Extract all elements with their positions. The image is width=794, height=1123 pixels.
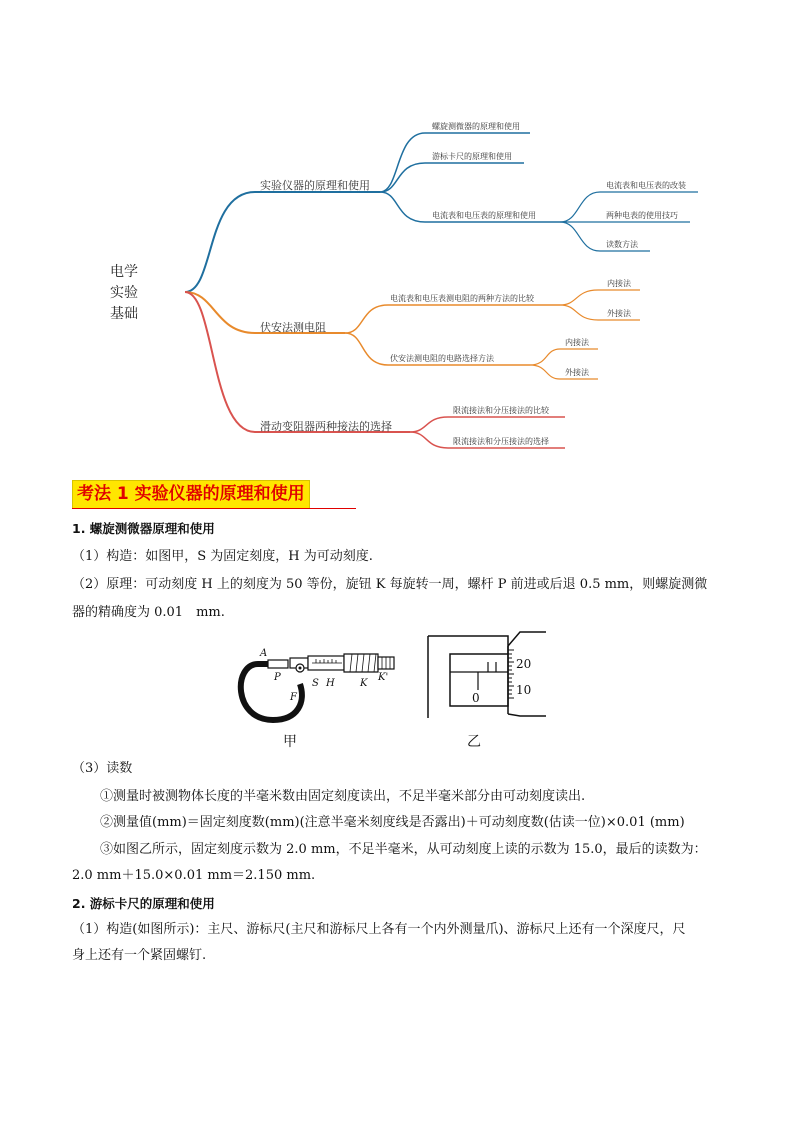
branch-rheostat: 滑动变阻器两种接法的选择: [260, 420, 392, 433]
node-limit-divider-choice: 限流接法和分压接法的选择: [453, 437, 549, 446]
para-reading-3-line2: 2.0 mm＋15.0×0.01 mm＝2.150 mm.: [72, 868, 316, 883]
para-reading-3-line1: ③如图乙所示，固定刻度示数为 2.0 mm，不足半毫米，从可动刻度上读的示数为 15.0，最后的读数为：: [100, 842, 707, 857]
node-reading-method: 读数方法: [606, 240, 638, 249]
para-caliper-line1: （1）构造(如图所示)：主尺、游标尺(主尺和游标尺上各有一个内外测量爪)、游标尺上还有一个深度尺，尺: [72, 922, 686, 937]
scale-label-10: 10: [516, 683, 532, 697]
label-f: F: [290, 692, 297, 703]
para-principle-line1: （2）原理：可动刻度 H 上的刻度为 50 等份，旋钮 K 每旋转一周，螺杆 P 前进或后退 0.5 mm，则螺旋测微: [72, 577, 708, 592]
para-reading-2: ②测量值(mm)＝固定刻度数(mm)(注意半毫米刻度线是否露出)＋可动刻度数(估读一位)×0.01 (mm): [100, 815, 685, 830]
node-meters: 电流表和电压表的原理和使用: [432, 211, 536, 220]
para-reading-1: ①测量时被测物体长度的半毫米数由固定刻度读出，不足半毫米部分由可动刻度读出.: [100, 789, 586, 804]
para-reading: （3）读数: [72, 761, 133, 776]
para-structure: （1）构造：如图甲，S 为固定刻度，H 为可动刻度.: [72, 549, 373, 564]
node-caliper: 游标卡尺的原理和使用: [432, 152, 512, 161]
para-principle-line2: 器的精确度为 0.01 mm.: [72, 605, 225, 620]
node-internal-b: 内接法: [565, 338, 589, 347]
micrometer-figure: [228, 640, 408, 730]
label-s: S: [312, 678, 319, 689]
label-p: P: [274, 672, 281, 683]
mind-map-root: [110, 262, 138, 325]
root-line-2: 实验: [110, 285, 138, 301]
node-meter-conversion: 电流表和电压表的改装: [606, 181, 686, 190]
scale-reading-figure: [424, 628, 548, 720]
caption-yi: 乙: [467, 734, 481, 750]
para-caliper-line2: 身上还有一个紧固螺钉.: [72, 948, 207, 963]
caption-jia: 甲: [283, 734, 297, 750]
node-micrometer: 螺旋测微器的原理和使用: [432, 122, 520, 131]
section-title: 考法 1 实验仪器的原理和使用: [72, 480, 310, 509]
node-circuit-choice: 伏安法测电阻的电路选择方法: [390, 354, 494, 363]
node-meter-tips: 两种电表的使用技巧: [606, 211, 678, 220]
heading-caliper: 2. 游标卡尺的原理和使用: [72, 896, 215, 911]
node-limit-divider-compare: 限流接法和分压接法的比较: [453, 406, 549, 415]
label-h: H: [326, 678, 335, 689]
section-title-underline: [72, 508, 356, 509]
root-line-3: 基础: [110, 306, 138, 322]
branch-voltammetry: 伏安法测电阻: [260, 321, 326, 334]
scale-label-0: 0: [472, 691, 480, 705]
label-k: K: [360, 678, 368, 689]
node-internal-a: 内接法: [607, 279, 631, 288]
branch-instruments: 实验仪器的原理和使用: [260, 179, 370, 192]
node-external-a: 外接法: [607, 309, 631, 318]
label-k-prime: K': [378, 672, 389, 683]
node-two-methods: 电流表和电压表测电阻的两种方法的比较: [390, 294, 534, 303]
mind-map-connectors: [0, 0, 794, 470]
heading-micrometer: 1. 螺旋测微器原理和使用: [72, 521, 215, 536]
node-external-b: 外接法: [565, 368, 589, 377]
label-a: A: [260, 648, 268, 659]
scale-label-20: 20: [516, 657, 532, 671]
root-line-1: 电学: [110, 264, 138, 280]
